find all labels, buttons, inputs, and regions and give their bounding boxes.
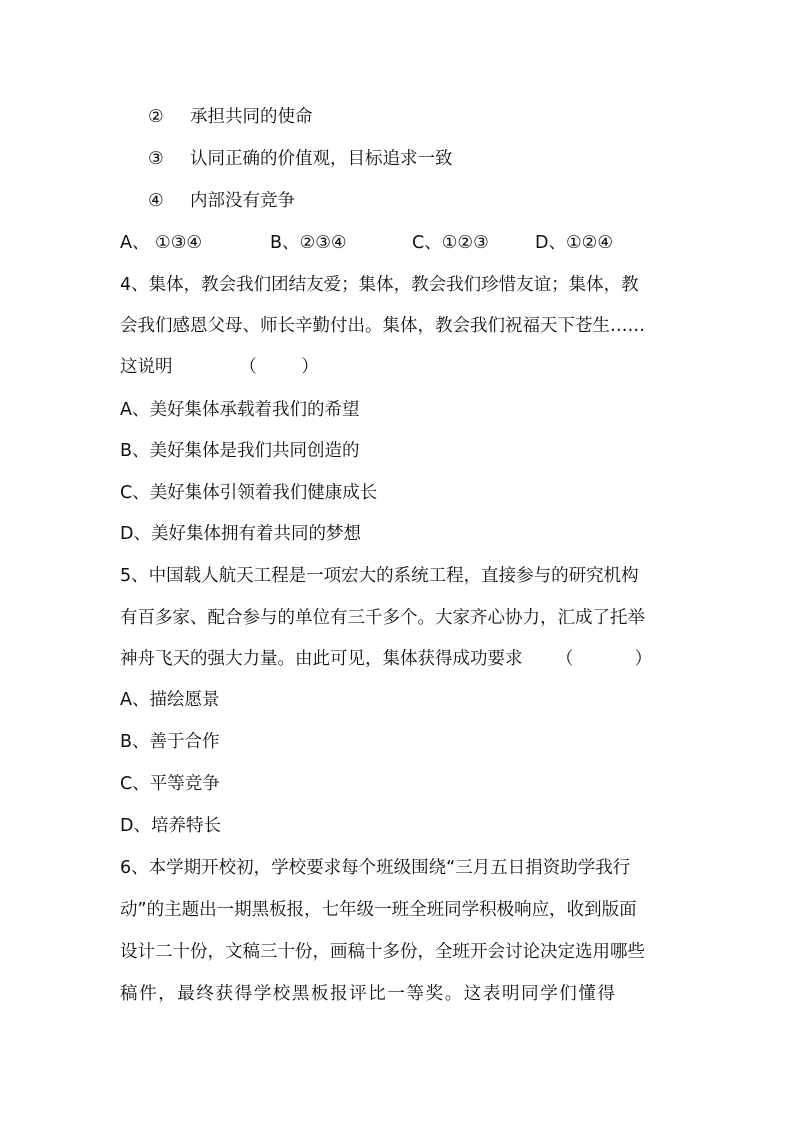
q3-item-2-text: 承担共同的使命 (190, 107, 313, 127)
q4-option-a: A、美好集体承载着我们的希望 (120, 400, 360, 420)
q3-option-b: B、②③④ (270, 233, 347, 253)
q5-stem-line-3: 神舟飞天的强大力量。由此可见，集体获得成功要求 （ ） (120, 649, 653, 669)
q3-item-2 (148, 105, 313, 129)
q4-option-c: C、美好集体引领着我们健康成长 (120, 483, 378, 503)
q3-item-4 (148, 189, 295, 213)
q6-stem-line-3: 设计二十份，文稿三十份，画稿十多份，全班开会讨论决定选用哪些 (120, 942, 645, 962)
q3-item-3-text: 认同正确的价值观，目标追求一致 (190, 149, 453, 169)
q4-stem-line-3: 这说明 （ ） (120, 357, 319, 377)
q3-item-3 (148, 147, 453, 171)
q3-item-4-text: 内部没有竞争 (190, 191, 295, 211)
q3-option-d: D、①②④ (535, 233, 614, 253)
q3-item-4-number: ④ (148, 191, 164, 211)
q4-stem-line-2: 会我们感恩父母、师长辛勤付出。集体，教会我们祝福天下苍生…… (120, 316, 645, 336)
q4-option-d: D、美好集体拥有着共同的梦想 (120, 524, 361, 544)
q5-stem-line-1: 5、中国载人航天工程是一项宏大的系统工程，直接参与的研究机构 (120, 566, 639, 586)
q4-stem-line-1: 4、集体，教会我们团结友爱；集体，教会我们珍惜友谊；集体，教 (120, 275, 639, 295)
q3-option-a: A、 ①③④ (120, 233, 203, 253)
q6-stem-line-1: 6、本学期开校初，学校要求每个班级围绕“三月五日捐资助学我行 (120, 858, 631, 878)
q5-option-a: A、描绘愿景 (120, 690, 220, 710)
q5-stem-line-2: 有百多家、配合参与的单位有三千多个。大家齐心协力，汇成了托举 (120, 608, 645, 628)
q3-item-2-number: ② (148, 107, 164, 127)
q6-stem-line-4: 稿件，最终获得学校黑板报评比一等奖。这表明同学们懂得 (120, 984, 617, 1004)
q3-option-c: C、①②③ (412, 233, 489, 253)
q4-option-b: B、美好集体是我们共同创造的 (120, 441, 360, 461)
q6-stem-line-2: 动”的主题出一期黑板报，七年级一班全班同学积极响应，收到版面 (120, 900, 637, 920)
q5-option-b: B、善于合作 (120, 732, 220, 752)
q5-option-c: C、平等竞争 (120, 774, 220, 794)
q3-item-3-number: ③ (148, 149, 164, 169)
q5-option-d: D、培养特长 (120, 816, 221, 836)
